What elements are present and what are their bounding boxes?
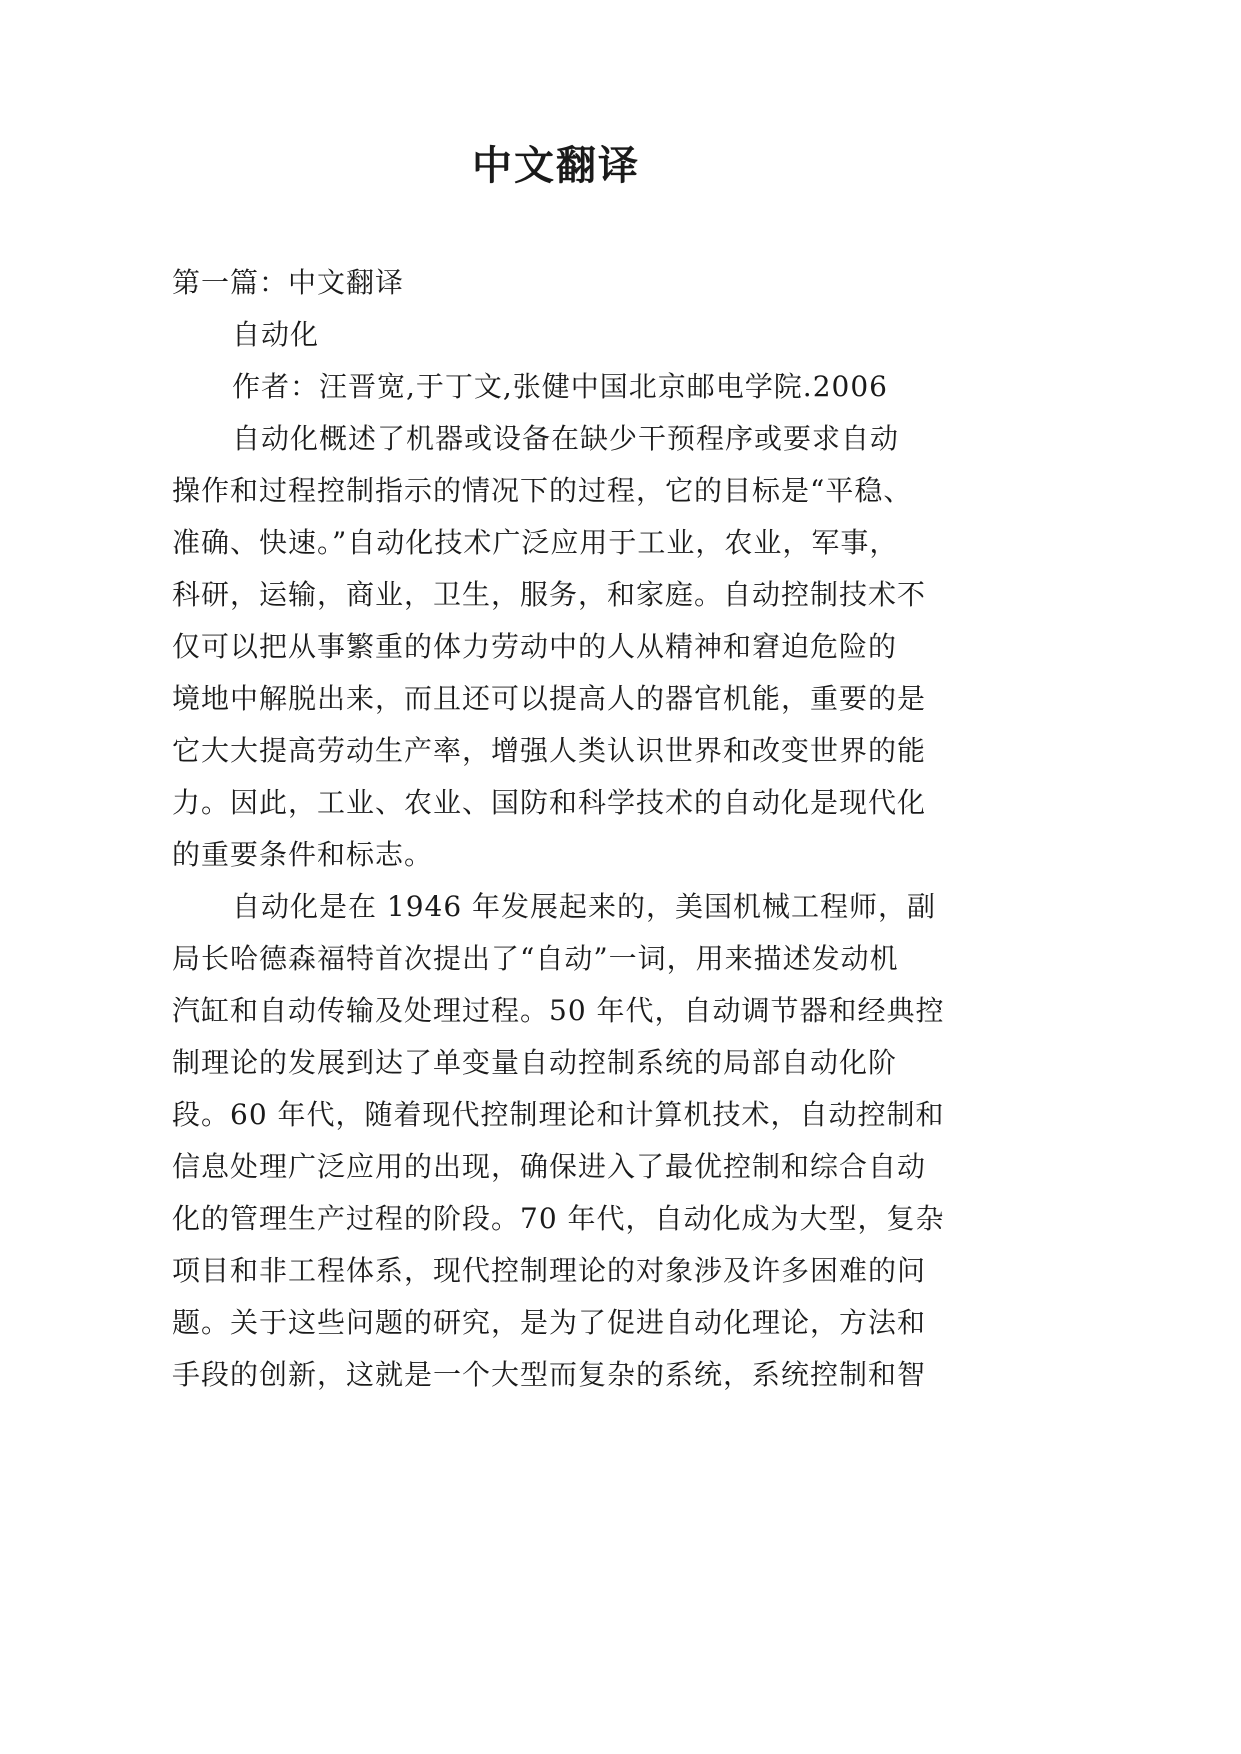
paragraph-line: 段。60 年代，随着现代控制理论和计算机技术，自动控制和 [172,1098,945,1131]
paragraph-line: 项目和非工程体系，现代控制理论的对象涉及许多困难的问 [172,1254,927,1287]
paragraph-line: 自动化是在 1946 年发展起来的，美国机械工程师，副 [232,890,937,923]
paragraph-line: 的重要条件和标志。 [172,838,434,871]
paragraph-line: 手段的创新，这就是一个大型而复杂的系统，系统控制和智 [172,1358,927,1391]
paragraph-line: 操作和过程控制指示的情况下的过程，它的目标是“平稳、 [172,474,913,507]
paragraph-1 [172,413,972,881]
paragraph-line: 自动化概述了机器或设备在缺少干预程序或要求自动 [232,422,900,455]
paragraph-line: 准确、快速。”自动化技术广泛应用于工业，农业，军事， [172,526,899,559]
paragraph-line: 题。关于这些问题的研究，是为了促进自动化理论，方法和 [172,1306,927,1339]
paragraph-line: 局长哈德森福特首次提出了“自动”一词，用来描述发动机 [172,942,899,975]
paragraph-line: 制理论的发展到达了单变量自动控制系统的局部自动化阶 [172,1046,898,1079]
paragraph-line: 力。因此，工业、农业、国防和科学技术的自动化是现代化 [172,786,927,819]
page-title: 中文翻译 [472,142,640,189]
paragraph-line: 化的管理生产过程的阶段。70 年代，自动化成为大型，复杂 [172,1202,945,1235]
paragraph-line: 汽缸和自动传输及处理过程。50 年代，自动调节器和经典控 [172,994,945,1027]
paragraph-line: 境地中解脱出来，而且还可以提高人的器官机能，重要的是 [172,682,927,715]
document-body [172,257,972,1401]
paragraph-line: 科研，运输，商业，卫生，服务，和家庭。自动控制技术不 [172,578,927,611]
section-heading: 第一篇：中文翻译 [172,266,405,299]
byline: 作者：汪晋宽,于丁文,张健中国北京邮电学院.2006 [232,370,888,403]
paragraph-line: 仅可以把从事繁重的体力劳动中的人从精神和窘迫危险的 [172,630,898,663]
paragraph-line: 它大大提高劳动生产率，增强人类认识世界和改变世界的能 [172,734,927,767]
article-title: 自动化 [232,318,320,351]
paragraph-2 [172,881,972,1401]
paragraph-line: 信息处理广泛应用的出现，确保进入了最优控制和综合自动 [172,1150,927,1183]
